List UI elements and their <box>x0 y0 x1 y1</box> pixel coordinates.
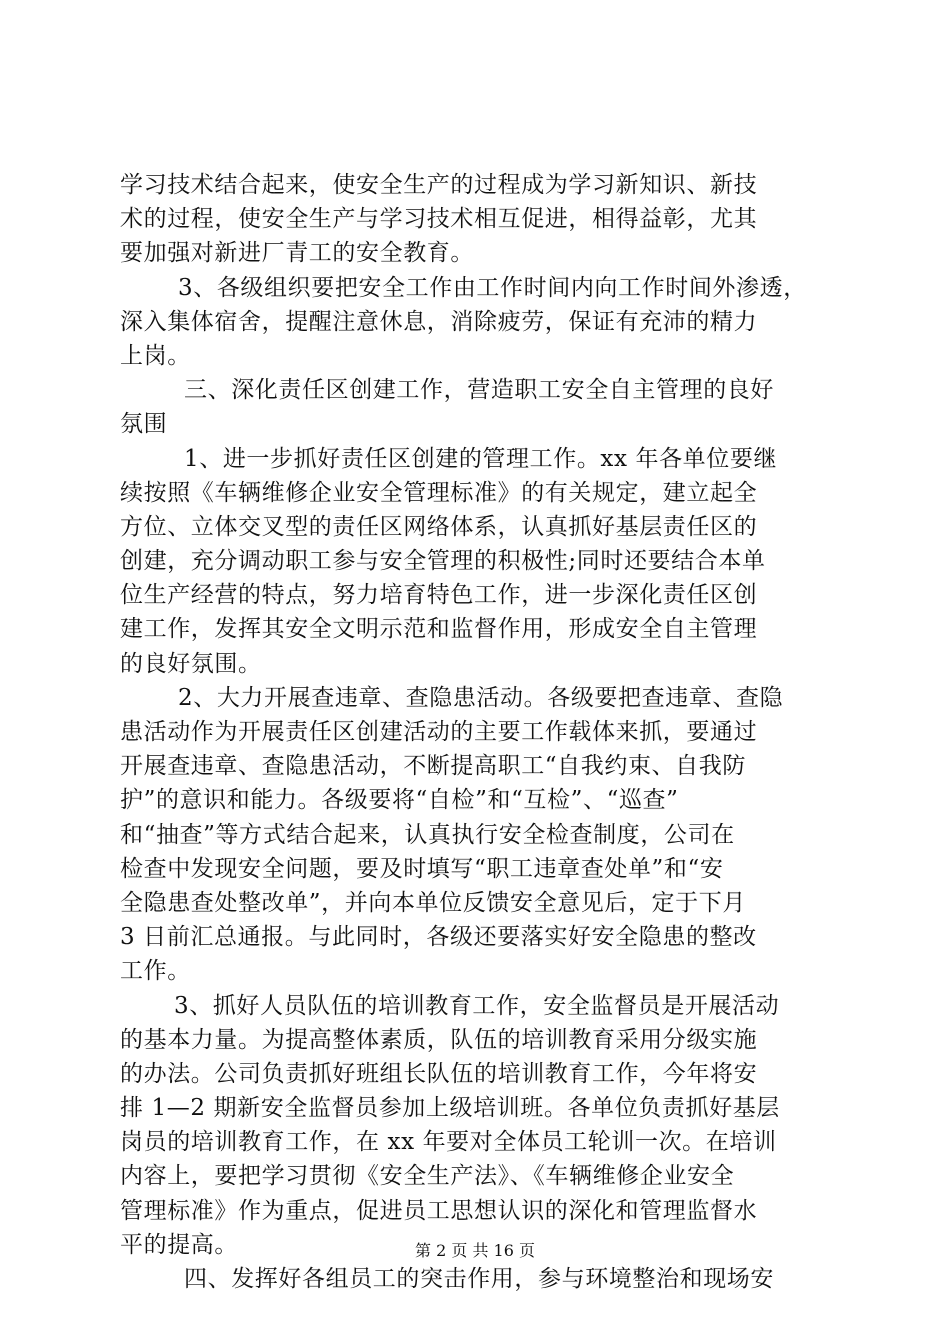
text-line: 位生产经营的特点，努力培育特色工作，进一步深化责任区创 <box>120 582 758 609</box>
text-line: 开展查违章、查隐患活动，不断提高职工“自我约束、自我防 <box>120 753 746 780</box>
text-line: 护”的意识和能力。各级要将“自检”和“互检”、“巡查” <box>120 787 679 814</box>
text-line: 的良好氛围。 <box>120 650 262 677</box>
text-line: 和“抽查”等方式结合起来，认真执行安全检查制度，公司在 <box>120 821 735 848</box>
text-line: 上岗。 <box>120 342 191 369</box>
text-line: 方位、立体交叉型的责任区网络体系，认真抓好基层责任区的 <box>120 513 758 540</box>
section-heading-line: 四、发挥好各组员工的突击作用，参与环境整治和现场安 <box>184 1266 774 1292</box>
text-line: 内容上，要把学习贯彻《安全生产法》、《车辆维修企业安全 <box>120 1163 735 1190</box>
text-line: 续按照《车辆维修企业安全管理标准》的有关规定，建立起全 <box>120 479 758 506</box>
body-text <box>120 168 832 1296</box>
paragraph-start-line: 2、大力开展查违章、查隐患活动。各级要把查违章、查隐 <box>178 684 784 711</box>
text-line: 工作。 <box>120 958 191 985</box>
section-heading-line: 三、深化责任区创建工作，营造职工安全自主管理的良好 <box>184 377 774 404</box>
text-line: 深入集体宿舍，提醒注意休息，消除疲劳，保证有充沛的精力 <box>120 308 758 335</box>
text-line: 术的过程，使安全生产与学习技术相互促进，相得益彰，尤其 <box>120 206 758 233</box>
page-number-footer: 第 2 页 共 16 页 <box>415 1241 535 1260</box>
text-line: 要加强对新进厂青工的安全教育。 <box>120 240 474 267</box>
text-line: 的办法。公司负责抓好班组长队伍的培训教育工作，今年将安 <box>120 1060 758 1087</box>
text-line: 全隐患查处整改单”，并向本单位反馈安全意见后，定于下月 <box>120 889 746 916</box>
text-line: 岗员的培训教育工作，在 xx 年要对全体员工轮训一次。在培训 <box>120 1129 777 1156</box>
text-line: 排 1—2 期新安全监督员参加上级培训班。各单位负责抓好基层 <box>120 1095 780 1122</box>
text-line: 学习技术结合起来，使安全生产的过程成为学习新知识、新技 <box>120 172 758 198</box>
paragraph-start-line: 3、各级组织要把安全工作由工作时间内向工作时间外渗透， <box>178 274 807 301</box>
text-line: 平的提高。 <box>120 1231 238 1258</box>
text-line: 管理标准》作为重点，促进员工思想认识的深化和管理监督水 <box>120 1197 758 1224</box>
text-line: 检查中发现安全问题，要及时填写“职工违章查处单”和“安 <box>120 855 724 882</box>
paragraph-start-line: 1、进一步抓好责任区创建的管理工作。xx 年各单位要继 <box>184 445 778 472</box>
paragraph-start-line: 3、抓好人员队伍的培训教育工作，安全监督员是开展活动 <box>174 992 780 1019</box>
section-heading-line: 氛围 <box>120 411 168 438</box>
text-line: 3 日前汇总通报。与此同时，各级还要落实好安全隐患的整改 <box>120 924 757 951</box>
text-line: 的基本力量。为提高整体素质，队伍的培训教育采用分级实施 <box>120 1026 758 1053</box>
text-line: 患活动作为开展责任区创建活动的主要工作载体来抓，要通过 <box>120 719 758 745</box>
text-line: 创建，充分调动职工参与安全管理的积极性;同时还要结合本单 <box>120 548 766 575</box>
text-line: 建工作，发挥其安全文明示范和监督作用，形成安全自主管理 <box>120 616 758 643</box>
